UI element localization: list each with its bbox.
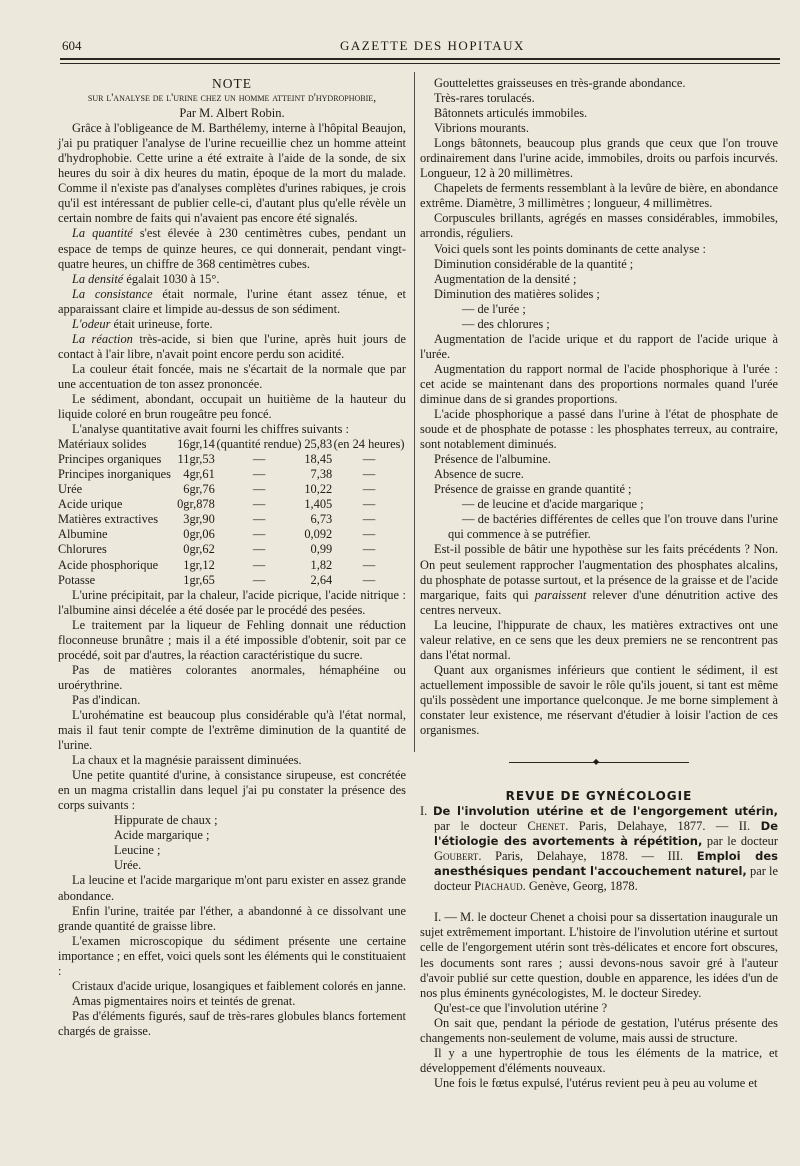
cell-day: 0,092 [304,527,333,542]
header-rule-thin [60,63,780,64]
paragraph: Une fois le fœtus expulsé, l'utérus revient peu à peu au volume et [434,1075,758,1090]
ref-text: par le docteur [434,864,778,894]
cell-dash: — [252,572,266,587]
paragraph: — des chlorures ; [462,316,550,331]
paragraph [58,287,406,317]
cell-value: 0gr,62 [183,542,215,557]
cell-value: 0gr,878 [177,497,215,512]
paragraph: Pas d'indican. [72,692,141,707]
cell-name: Matières extractives [58,512,159,527]
paragraph: Grâce à l'obligeance de M. Barthélemy, interne à l'hôpital Beaujon, j'ai pu pratiquer l'analyse de l'urine recueillie chez un homme atteint d'hydrophobie. Cette urine a été extraite à l'aide de la sonde, de six heures du soir à dix heures du matin, époque de la mort du malade. Comme il n'existe pas d'analyses complètes d'urines rabiques, je crois qu'il est intéressant de publier celle-ci, d'autant plus qu'elle révèle un certain nombre de faits qui n'avaient pas encore été signalés. [58,121,406,226]
paragraph: Il y a une hypertrophie de tous les éléments de la matrice, et développement d'éléments nouveaux. [420,1045,778,1075]
paragraph-lead: L'odeur [72,316,111,331]
left-column [58,76,406,1039]
cell-end: — [362,527,376,542]
body-list [58,813,406,873]
table-row [58,482,406,497]
list-item: Hippurate de chaux ; [114,813,218,828]
cell-dash: — [252,452,266,467]
cell-dash: — [252,557,266,572]
cell-name: Chlorures [58,542,107,557]
paragraph [58,226,406,271]
cell-day: 2,64 [310,572,333,587]
paragraph: Présence de graisse en grande quantité ; [434,482,632,497]
list-item: Acide margarique ; [114,828,210,843]
paragraph: L'acide phosphorique a passé dans l'urine à l'état de phosphate de soude et de phosphate de potasse : les phosphates terreux, au contraire, sont notablement diminués. [420,407,778,452]
cell-end: — [362,482,376,497]
cell-value: 16gr,14 [177,437,215,452]
cell-dash: — [252,497,266,512]
ref-author: Goubert [434,849,479,864]
paragraph: Gouttelettes graisseuses en très-grande abondance. [434,76,686,90]
cell-name: Matériaux solides [58,437,147,452]
note-subtitle: sur l'analyse de l'urine chez un homme atteint d'hydrophobie, [87,92,377,105]
cell-value: 4gr,61 [183,467,215,482]
paragraph: L'urine précipitait, par la chaleur, l'acide picrique, l'acide nitrique : l'albumine ainsi décelée a été dosée par le procédé des pesées. [58,587,406,617]
cell-end: — [362,452,376,467]
paragraph-lead: La densité [72,271,124,286]
cell-end: (en 24 heures) [333,437,405,452]
paragraph: Une petite quantité d'urine, à consistance sirupeuse, est concrétée en un magma cristallin dans lequel j'ai pu constater la présence des corps suivants : [58,768,406,813]
cell-value: 1gr,12 [183,557,215,572]
paragraph: On sait que, pendant la période de gestation, l'utérus présente des changements non-seulement de volume, mais aussi de structure. [420,1015,778,1045]
paragraph: Qu'est-ce que l'involution utérine ? [434,1000,608,1015]
paragraph [58,317,406,332]
paragraph: La leucine, l'hippurate de chaux, les matières extractives ont une valeur relative, en ce sens que les deux premiers ne se rencontrent pas dans l'état normal. [420,617,778,662]
paragraph: Augmentation de l'acide urique et du rapport de l'acide urique à l'urée. [420,331,778,361]
paragraph: — de bactéries différentes de celles que l'on trouve dans l'urine qui commence à se putréfier. [448,512,778,542]
cell-dash: (quantité rendue) [216,437,302,452]
cell-dash: — [252,512,266,527]
paragraph: I. — M. le docteur Chenet a choisi pour sa dissertation inaugurale un sujet extrêmement important. L'histoire de l'involution utérine et surtout celle de l'engorgement utérin sont très-délicates et encore fort obscures, les documents sont rares ; aussi devons-nous savoir gré à l'auteur d'avoir publié sur cette question, double en apparence, les idées d'un de nos plus éminents gynécologistes, M. le docteur Siredey. [420,910,778,1000]
paragraph: L'urohématine est beaucoup plus considérable qu'à l'état normal, mais il faut tenir compte de l'extrême diminution de la quantité de l'urine. [58,707,406,753]
paragraph: La couleur était foncée, mais ne s'écartait de la normale que par une accentuation de ton assez prononcée. [58,361,406,391]
paragraph: Corpuscules brillants, agrégés en masses considérables, immobiles, arrondis, réguliers. [420,211,778,241]
analysis-table [58,437,406,587]
cell-dash: — [252,467,266,482]
paragraph: Absence de sucre. [434,467,524,482]
paragraph: L'examen microscopique du sédiment présente une certaine importance ; en effet, voici quels sont les éléments qui le constituaient : [58,933,406,978]
column-divider [414,72,415,752]
cell-name: Principes organiques [58,452,162,467]
cell-end: — [362,512,376,527]
ref-text: . Genève, Georg, 1878. [522,879,638,894]
paragraph: Cristaux d'acide urique, losangiques et faiblement colorés en janne. [72,978,406,993]
cell-value: 6gr,76 [183,482,215,497]
paragraph-lead: La consistance [72,286,153,301]
table-row [58,512,406,527]
cell-name: Acide urique [58,497,123,512]
paragraph: Diminution considérable de la quantité ; [434,256,634,271]
cell-dash: — [252,527,266,542]
paragraph: Quant aux organismes inférieurs que contient le sédiment, il est actuellement impossible de savoir le rôle qu'ils jouent, si tant est même qu'ils possèdent une importance quelconque. Je me borne simplement à constater leur existence, me réservant d'étudier à loisir l'action de ces organismes. [420,662,778,738]
ref-title: De l'étiologie des avortements à répétition, [434,819,779,849]
paragraph-text: égalait 1030 à 15°. [123,271,220,286]
paragraph: La chaux et la magnésie paraissent diminuées. [72,753,302,768]
ref-author: Piachaud [474,879,523,894]
table-row [58,558,406,573]
table-row [58,467,406,482]
cell-value: 3gr,90 [183,512,215,527]
ref-text: par le docteur [434,819,528,834]
cell-day: 10,22 [304,482,333,497]
paragraph-text: était urineuse, forte. [110,316,213,331]
list-item: Urée. [114,858,142,873]
paragraph: Augmentation de la densité ; [434,271,577,286]
paragraph-lead: La quantité [72,226,133,241]
paragraph: Pas de matières colorantes anormales, hémaphéine ou uroérythrine. [58,662,406,692]
paragraph: Chapelets de ferments ressemblant à la levûre de bière, en abondance extrême. Diamètre, 3 millimètres ; longueur, 4 millimètres. [420,181,778,211]
table-row [58,452,406,467]
table-row [58,542,406,557]
cell-end: — [362,557,376,572]
ref-author: Chenet [527,819,566,834]
cell-name: Principes inorganiques [58,467,171,482]
cell-day: 25,83 [304,437,333,452]
table-row [58,437,406,452]
paragraph: Augmentation du rapport normal de l'acide phosphorique à l'urée : cet acide se maintenant dans des proportions normales quand l'urée diminue dans de si grandes proportions. [420,361,778,406]
paragraph [58,272,406,287]
table-row [58,573,406,588]
table-row [58,527,406,542]
list-item: Leucine ; [114,843,161,858]
cell-day: 7,38 [310,467,333,482]
cell-dash: — [252,542,266,557]
ref-text: par le docteur [702,834,778,849]
paragraph-lead: La réaction [72,331,133,346]
cell-name: Albumine [58,527,108,542]
table-row [58,497,406,512]
paragraph: Voici quels sont les points dominants de cette analyse : [434,241,706,256]
cell-day: 1,82 [310,557,333,572]
emphasis: paraissent [534,587,587,602]
cell-end: — [362,497,376,512]
paragraph-text: très-acide, si bien que l'urine, après huit jours de contact à l'air libre, n'avait point encore perdu son acidité. [58,331,406,361]
cell-day: 1,405 [304,497,333,512]
paragraph: Le traitement par la liqueur de Fehling donnait une réduction floconneuse brunâtre ; mais il a été impossible d'obtenir, soit par ce procédé, soit par d'autres, la réaction caractéristique du sucre. [58,617,406,662]
right-column [420,76,778,1091]
running-title: GAZETTE DES HOPITAUX [340,38,525,53]
paragraph: — de l'urée ; [462,301,526,316]
ref-text: . Paris, Delahaye, 1877. — II. [565,819,761,834]
note-author: Par M. Albert Robin. [179,106,285,121]
diamond-ornament-icon: ◆ [593,757,600,767]
paragraph: Amas pigmentaires noirs et teintés de grenat. [72,993,296,1008]
page-number: 604 [62,38,82,53]
cell-name: Acide phosphorique [58,557,159,572]
cell-value: 1gr,65 [183,572,215,587]
cell-value: 11gr,53 [177,452,215,467]
ref-text: I. [420,804,434,819]
paragraph: L'analyse quantitative avait fourni les chiffres suivants : [72,422,349,437]
paragraph: La leucine et l'acide margarique m'ont paru exister en assez grande abondance. [58,873,406,903]
cell-day: 6,73 [310,512,333,527]
paragraph: Très-rares torulacés. [434,91,535,106]
paragraph: Vibrions mourants. [434,121,529,136]
cell-day: 18,45 [304,452,333,467]
section-separator [509,757,689,767]
paragraph-text: Est-il possible de bâtir une hypothèse sur les faits précédents ? Non. On peut seulement rapprocher l'augmentation des phosphates alcalins, du phosphate de potasse surtout, et la présence de la graisse et de l'acide margarique, faits qui [420,542,778,602]
ref-text: . Paris, Delahaye, 1878. — III. [478,849,697,864]
paragraph [420,542,778,617]
paragraph-text: relever d'une dénutrition active des centres nerveux. [420,587,778,617]
paragraph: — de leucine et d'acide margarique ; [462,497,644,512]
paragraph: Diminution des matières solides ; [434,286,600,301]
cell-name: Urée [58,482,83,497]
paragraph: Longs bâtonnets, beaucoup plus grands que ceux que l'on trouve ordinairement dans l'urine acide, immobiles, droits ou parfois incurvés. Longueur, 12 à 20 millimètres. [420,136,778,181]
paragraph-text: s'est élevée à 230 centimètres cubes, pendant un espace de temps de quinze heures, ce qui donnerait, pendant vingt-quatre heures, un chiffre de 368 centimètres cubes. [58,226,406,271]
header-rule-thick [60,58,780,60]
cell-day: 0,99 [310,542,333,557]
cell-end: — [362,467,376,482]
ref-title: De l'involution utérine et de l'engorgement utérin, [433,804,778,819]
cell-value: 0gr,06 [183,527,215,542]
paragraph [58,332,406,362]
paragraph: Présence de l'albumine. [434,452,551,467]
cell-dash: — [252,482,266,497]
cell-end: — [362,542,376,557]
note-title: NOTE [212,76,252,91]
paragraph: Pas d'éléments figurés, sauf de très-rares globules blancs fortement chargés de graisse. [58,1008,406,1038]
review-references [420,804,778,894]
paragraph-text: était normale, l'urine étant assez ténue, et apparaissant claire et limpide au-dessus de son sédiment. [58,286,407,316]
cell-name: Potasse [58,572,96,587]
paragraph: Le sédiment, abondant, occupait un huitième de la hauteur du liquide coloré en brun rougeâtre peu foncé. [58,391,406,422]
review-title: REVUE DE GYNÉCOLOGIE [505,789,693,804]
paragraph: Bâtonnets articulés immobiles. [434,106,588,121]
cell-end: — [362,572,376,587]
ref-title: Emploi des anesthésiques pendant l'accouchement naturel, [434,849,778,879]
paragraph: Enfin l'urine, traitée par l'éther, a abandonné à ce dissolvant une grande quantité de graisse libre. [58,903,406,933]
